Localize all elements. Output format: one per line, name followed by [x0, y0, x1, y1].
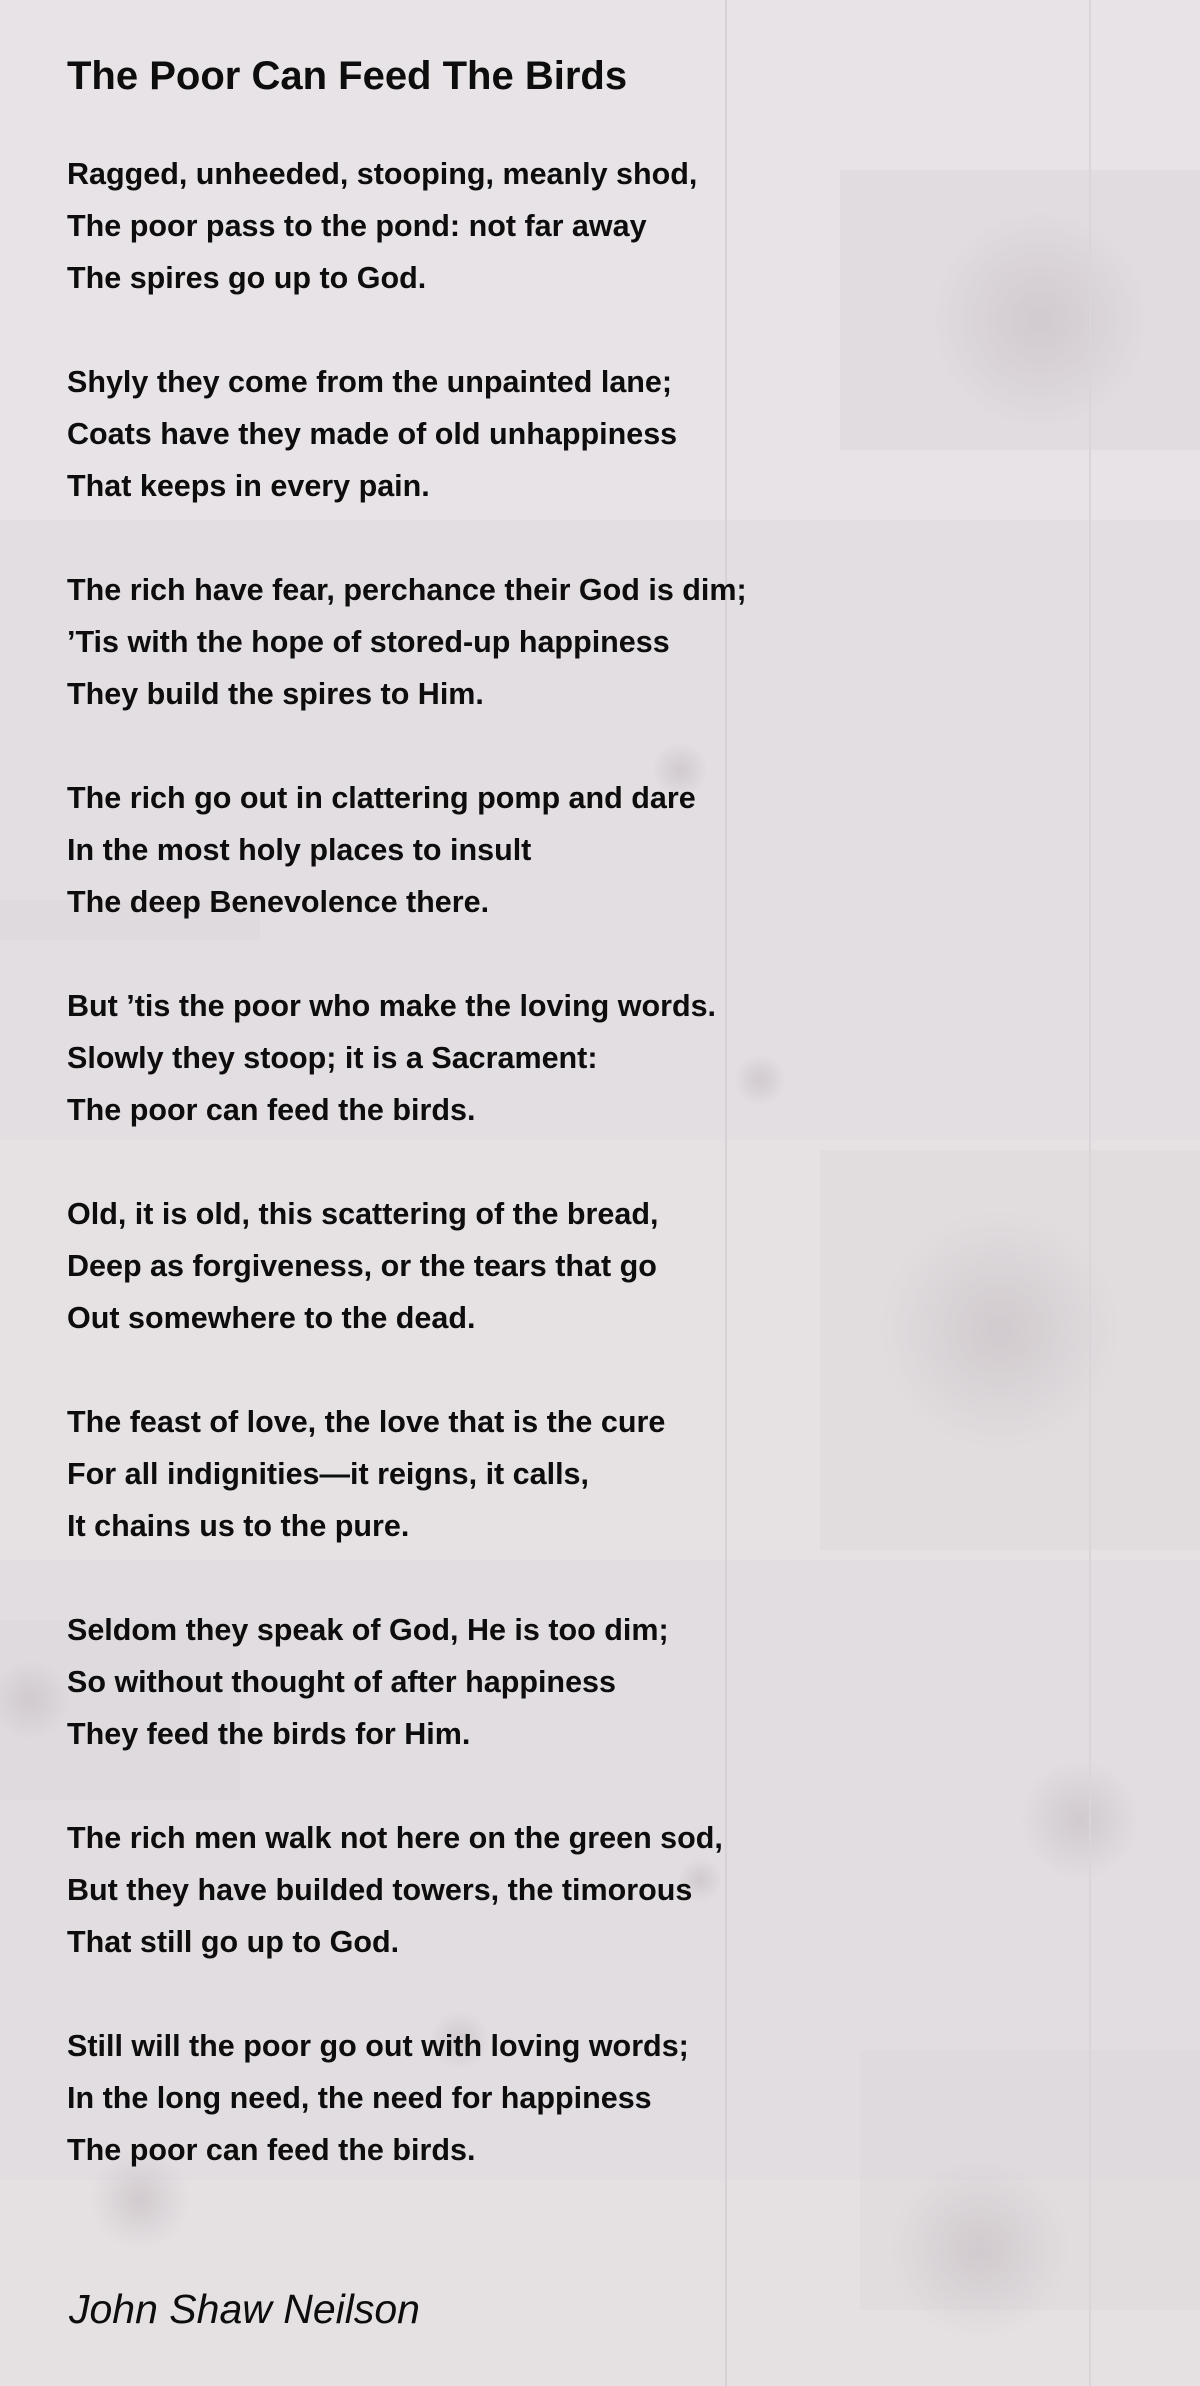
- poem-line: Old, it is old, this scattering of the bread,: [67, 1197, 659, 1231]
- poem-line: It chains us to the pure.: [67, 1509, 410, 1543]
- poem-line: Coats have they made of old unhappiness: [67, 417, 678, 451]
- poem-line: That still go up to God.: [67, 1925, 400, 1959]
- poem-line: Ragged, unheeded, stooping, meanly shod,: [67, 157, 698, 191]
- poem-line: The deep Benevolence there.: [67, 885, 490, 919]
- poem-line: Out somewhere to the dead.: [67, 1301, 476, 1335]
- stanza: [67, 356, 747, 512]
- stanza: [67, 1812, 747, 1968]
- poem-line: But ’tis the poor who make the loving words.: [67, 989, 717, 1023]
- poem-line: The feast of love, the love that is the cure: [67, 1405, 666, 1439]
- poem-line: The poor pass to the pond: not far away: [67, 209, 647, 243]
- stanza: [67, 1604, 747, 1760]
- author-name: John Shaw Neilson: [69, 2286, 420, 2332]
- poem-body: [67, 148, 747, 2228]
- poem-line: The rich go out in clattering pomp and dare: [67, 781, 696, 815]
- stanza: [67, 980, 747, 1136]
- poem-line: That keeps in every pain.: [67, 469, 430, 503]
- poem-line: ’Tis with the hope of stored-up happiness: [67, 625, 670, 659]
- poem-line: So without thought of after happiness: [67, 1665, 616, 1699]
- poem-line: Seldom they speak of God, He is too dim;: [67, 1613, 669, 1647]
- stanza: [67, 2020, 747, 2176]
- poem-line: The rich have fear, perchance their God is dim;: [67, 573, 747, 607]
- poem-line: The poor can feed the birds.: [67, 1093, 476, 1127]
- stanza: [67, 772, 747, 928]
- poem-line: In the long need, the need for happiness: [67, 2081, 652, 2115]
- poem-line: They build the spires to Him.: [67, 677, 484, 711]
- poem-line: They feed the birds for Him.: [67, 1717, 471, 1751]
- poem-line: The poor can feed the birds.: [67, 2133, 476, 2167]
- poem-line: The spires go up to God.: [67, 261, 427, 295]
- stanza: [67, 1188, 747, 1344]
- poem-line: Deep as forgiveness, or the tears that go: [67, 1249, 657, 1283]
- poem-line: In the most holy places to insult: [67, 833, 532, 867]
- poem-line: Slowly they stoop; it is a Sacrament:: [67, 1041, 598, 1075]
- poem-line: But they have builded towers, the timorous: [67, 1873, 693, 1907]
- poem-line: Shyly they come from the unpainted lane;: [67, 365, 673, 399]
- stanza: [67, 1396, 747, 1552]
- poem-title: The Poor Can Feed The Birds: [67, 54, 628, 98]
- stanza: [67, 148, 747, 304]
- stanza: [67, 564, 747, 720]
- poem-line: Still will the poor go out with loving words;: [67, 2029, 689, 2063]
- poem-line: For all indignities—it reigns, it calls,: [67, 1457, 589, 1491]
- poem-line: The rich men walk not here on the green sod,: [67, 1821, 723, 1855]
